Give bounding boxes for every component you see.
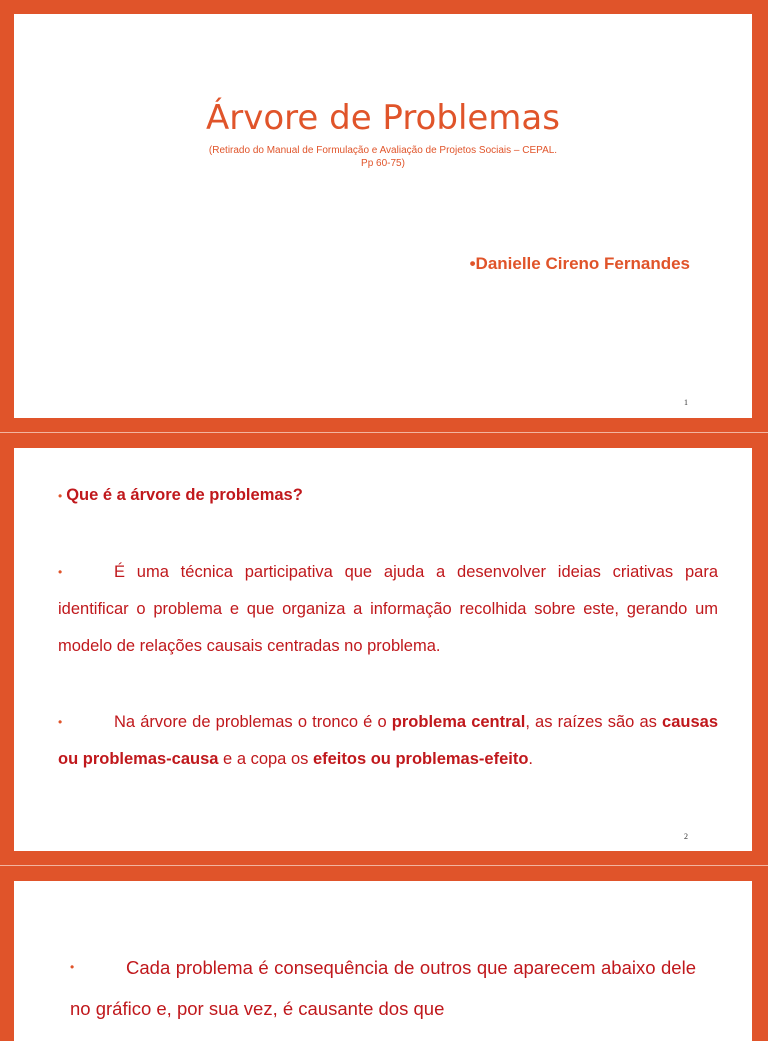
definition-paragraph [58, 554, 718, 665]
slide-separator [0, 865, 768, 866]
slide-separator [0, 432, 768, 433]
slide-title: Árvore de Problemas [206, 98, 560, 138]
bullet-icon: • [58, 565, 63, 579]
subtitle-line-1: (Retirado do Manual de Formulação e Avaliação de Projetos Sociais – CEPAL. [208, 145, 558, 156]
slide-2 [14, 448, 752, 851]
question-text: Que é a árvore de problemas? [66, 486, 303, 504]
structure-bold-1: problema central [391, 713, 526, 731]
consequence-paragraph [70, 947, 696, 1029]
bullet-icon: • [58, 715, 63, 729]
definition-text: É uma técnica participativa que ajuda a desenvolver ideias criativas para identificar o problema e que organiza a informação recolhida sobre este, gerando um modelo de relações causais centradas no problema. [58, 563, 718, 655]
structure-text-4: . [528, 750, 533, 768]
page-number: 1 [684, 398, 688, 407]
structure-text-2: , as raízes são as [525, 713, 663, 731]
page-number: 2 [684, 832, 688, 841]
question-heading [58, 486, 718, 505]
slide-1 [14, 14, 752, 418]
consequence-text: Cada problema é consequência de outros que aparecem abaixo dele no gráfico e, por sua vez, é causante dos que [70, 957, 696, 1019]
subtitle-line-2: Pp 60-75) [361, 158, 405, 169]
structure-paragraph [58, 704, 718, 778]
bullet-icon: • [58, 489, 63, 503]
structure-bold-3: efeitos ou problemas-efeito [312, 750, 529, 768]
slide-subtitle [14, 144, 752, 170]
structure-text-3: e a copa os [218, 750, 313, 768]
structure-bold-2: causas ou problemas-causa [58, 713, 718, 768]
slide-3 [14, 881, 752, 1041]
author-name: •Danielle Cireno Fernandes [469, 254, 690, 273]
bullet-icon: • [70, 960, 75, 974]
structure-text-1: Na árvore de problemas o tronco é o [114, 713, 392, 731]
